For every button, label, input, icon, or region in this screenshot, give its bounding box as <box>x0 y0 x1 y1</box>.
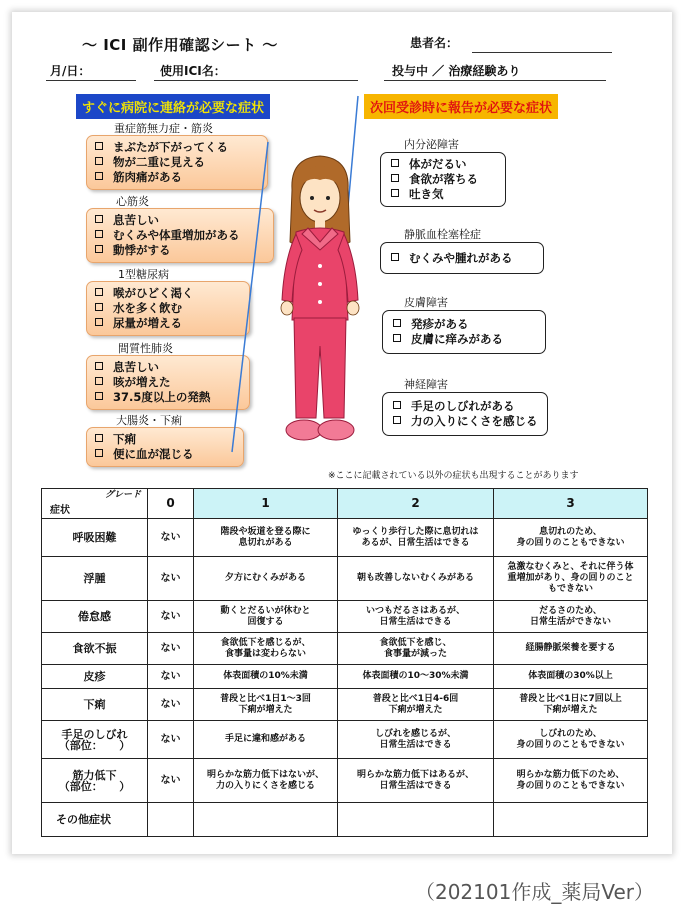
symptom-item: 吐き気 <box>391 187 495 202</box>
grade-2-cell: 普段と比べ1日4-6回 下痢が増えた <box>338 689 494 721</box>
symptom-item: 手足のしびれがある <box>393 399 537 414</box>
grade-1-cell: 階段や坂道を登る際に 息切れがある <box>194 519 338 557</box>
grade-3-cell: 普段と比べ1日に7回以上 下痢が増えた <box>494 689 648 721</box>
table-row <box>42 689 648 721</box>
table-row <box>42 665 648 689</box>
patient-name-label: 患者名： <box>410 36 459 50</box>
patient-figure-icon <box>270 150 370 460</box>
grade-3-header: 3 <box>494 489 648 519</box>
group-name: 内分泌障害 <box>404 138 459 151</box>
date-label: 月/日： <box>50 64 91 78</box>
grade-0-cell: ない <box>148 759 194 803</box>
grade-0-cell: ない <box>148 557 194 601</box>
grade-3-cell: だるさのため、 日常生活ができない <box>494 601 648 633</box>
disclaimer-note: ※ここに記載されている以外の症状も出現することがあります <box>328 471 579 481</box>
grade-0-cell <box>148 803 194 837</box>
table-row <box>42 519 648 557</box>
grade-header: グレード <box>104 490 141 500</box>
report-banner: 次回受診時に報告が必要な症状 <box>364 94 558 119</box>
corner-cell <box>42 489 148 519</box>
group-name: 静脈血栓塞栓症 <box>404 228 481 241</box>
grade-0-cell: ない <box>148 519 194 557</box>
symptom-item: 息苦しい <box>95 213 265 228</box>
group-name: 重症筋無力症・筋炎 <box>114 122 213 135</box>
grade-3-cell: しびれのため、 身の回りのこともできない <box>494 721 648 759</box>
symptom-cell: 皮疹 <box>42 665 148 689</box>
grade-1-cell: 明らかな筋力低下はないが、 力の入りにくさを感じる <box>194 759 338 803</box>
grade-2-cell: しびれを感じるが、 日常生活はできる <box>338 721 494 759</box>
grade-table <box>41 488 648 837</box>
symptom-item: むくみや腫れがある <box>391 247 533 269</box>
symptom-item: 物が二重に見える <box>95 155 259 170</box>
symptom-cell: 食欲不振 <box>42 633 148 665</box>
grade-0-cell: ない <box>148 633 194 665</box>
symptom-item: 喉がひどく渇く <box>95 286 241 301</box>
grade-2-cell: ゆっくり歩行した際に息切れは あるが、日常生活はできる <box>338 519 494 557</box>
grade-2-cell: 明らかな筋力低下はあるが、 日常生活はできる <box>338 759 494 803</box>
grade-3-cell: 体表面積の30%以上 <box>494 665 648 689</box>
grade-2-cell: 体表面積の10～30%未満 <box>338 665 494 689</box>
group-name: 皮膚障害 <box>404 296 448 309</box>
grade-1-cell: 普段と比べ1日1～3回 下痢が増えた <box>194 689 338 721</box>
symptom-item: 咳が増えた <box>95 375 241 390</box>
grade-1-cell: 食欲低下を感じるが、 食事量は変わらない <box>194 633 338 665</box>
symptom-item: 食欲が落ちる <box>391 172 495 187</box>
grade-0-cell: ない <box>148 601 194 633</box>
table-row <box>42 557 648 601</box>
grade-0-cell: ない <box>148 665 194 689</box>
symptom-item: 筋肉痛がある <box>95 170 259 185</box>
grade-3-cell: 経腸静脈栄養を要する <box>494 633 648 665</box>
grade-1-cell: 動くとだるいが休むと 回復する <box>194 601 338 633</box>
grade-2-cell <box>338 803 494 837</box>
symptom-item: 下痢 <box>95 432 235 447</box>
side-effect-sheet <box>12 12 672 854</box>
symptom-item: 動悸がする <box>95 243 265 258</box>
group-name: 間質性肺炎 <box>118 342 173 355</box>
symptom-item: 37.5度以上の発熱 <box>95 390 241 405</box>
symptom-item: 体がだるい <box>391 157 495 172</box>
symptom-item: 皮膚に痒みがある <box>393 332 535 347</box>
grade-3-cell: 急激なむくみと、それに伴う体 重増加があり、身の回りのこと もできない <box>494 557 648 601</box>
grade-3-cell: 息切れのため、 身の回りのこともできない <box>494 519 648 557</box>
grade-2-cell: 朝も改善しないむくみがある <box>338 557 494 601</box>
group-name: 大腸炎・下痢 <box>116 414 182 427</box>
symptom-item: 尿量が増える <box>95 316 241 331</box>
symptom-item: むくみや体重増加がある <box>95 228 265 243</box>
grade-1-header: 1 <box>194 489 338 519</box>
symptom-cell: 浮腫 <box>42 557 148 601</box>
symptom-cell: 筋力低下 （部位： ） <box>42 759 148 803</box>
grade-1-cell: 夕方にむくみがある <box>194 557 338 601</box>
symptom-cell: 呼吸困難 <box>42 519 148 557</box>
symptom-cell: 手足のしびれ （部位： ） <box>42 721 148 759</box>
grade-2-header: 2 <box>338 489 494 519</box>
grade-1-cell: 手足に違和感がある <box>194 721 338 759</box>
urgent-banner: すぐに病院に連絡が必要な症状 <box>76 94 270 119</box>
table-row <box>42 759 648 803</box>
footer-version: （202101作成_薬局Ver） <box>414 880 654 904</box>
symptom-item: まぶたが下がってくる <box>95 140 259 155</box>
symptom-header: 症状 <box>50 505 70 516</box>
group-name: 1型糖尿病 <box>118 268 169 281</box>
table-row <box>42 601 648 633</box>
table-row <box>42 633 648 665</box>
symptom-item: 便に血が混じる <box>95 447 235 462</box>
ici-name-label: 使用ICI名： <box>160 64 226 78</box>
grade-3-cell <box>494 803 648 837</box>
symptom-cell: 倦怠感 <box>42 601 148 633</box>
table-header-row <box>42 489 648 519</box>
grade-3-cell: 明らかな筋力低下のため、 身の回りのこともできない <box>494 759 648 803</box>
group-name: 心筋炎 <box>116 195 149 208</box>
symptom-cell: その他症状 <box>42 803 148 837</box>
symptom-item: 力の入りにくさを感じる <box>393 414 537 429</box>
treatment-status: 投与中 ／ 治療経験あり <box>392 64 521 78</box>
sheet-title: ～ ICI 副作用確認シート ～ <box>82 36 278 54</box>
symptom-item: 息苦しい <box>95 360 241 375</box>
table-row <box>42 803 648 837</box>
table-row <box>42 721 648 759</box>
grade-2-cell: 食欲低下を感じ、 食事量が減った <box>338 633 494 665</box>
grade-0-cell: ない <box>148 721 194 759</box>
group-name: 神経障害 <box>404 378 448 391</box>
grade-2-cell: いつもだるさはあるが、 日常生活はできる <box>338 601 494 633</box>
grade-1-cell <box>194 803 338 837</box>
grade-0-header: 0 <box>148 489 194 519</box>
symptom-item: 水を多く飲む <box>95 301 241 316</box>
symptom-item: 発疹がある <box>393 317 535 332</box>
symptom-cell: 下痢 <box>42 689 148 721</box>
grade-1-cell: 体表面積の10%未満 <box>194 665 338 689</box>
grade-0-cell: ない <box>148 689 194 721</box>
